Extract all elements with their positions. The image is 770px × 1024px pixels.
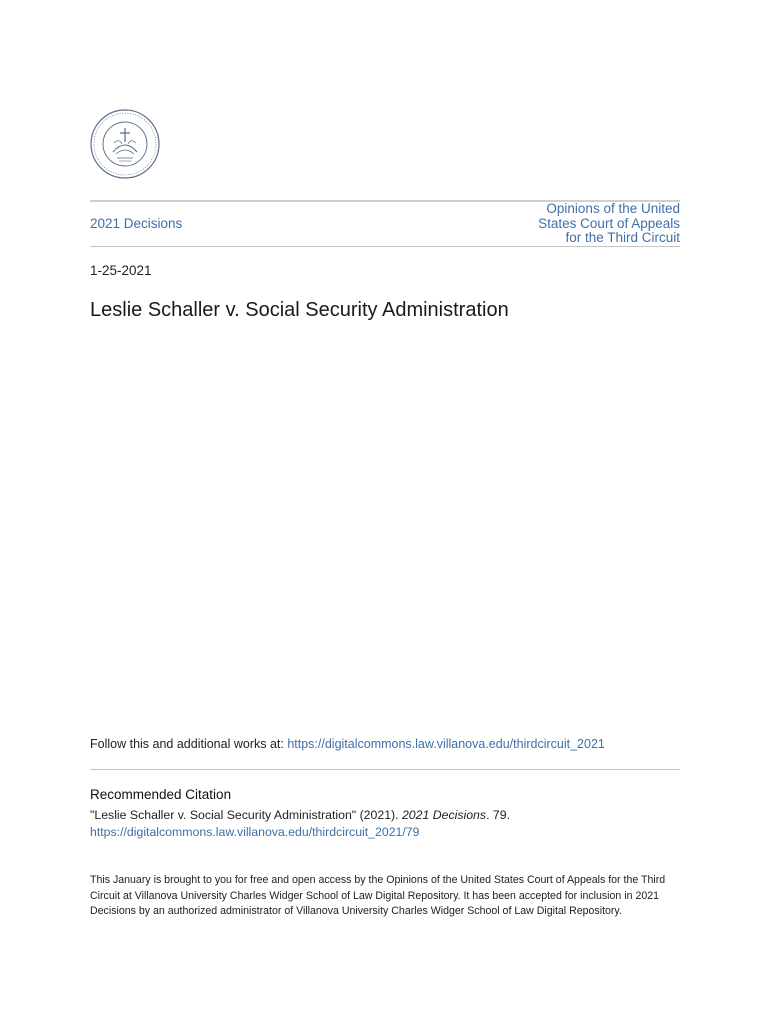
citation-text: "Leslie Schaller v. Social Security Administration" (2021). bbox=[90, 808, 402, 822]
collection-link[interactable]: 2021 Decisions bbox=[90, 216, 183, 231]
citation-heading: Recommended Citation bbox=[90, 787, 232, 802]
access-notice: This January is brought to you for free and open access by the Opinions of the United States Court of Appeals for the Third Circuit at Villanova University Charles Widger School of Law Digital Repository. It has been accepted for inclusion in 2021 Decisions by an authorized administrator of Villanova University Charles Widger School of Law Digital Repository. bbox=[90, 874, 666, 917]
series-link-line: States Court of Appeals bbox=[538, 215, 680, 231]
follow-label: Follow this and additional works at: bbox=[90, 737, 288, 751]
citation-url-link[interactable]: https://digitalcommons.law.villanova.edu/thirdcircuit_2021/79 bbox=[90, 824, 420, 839]
series-link-line: for the Third Circuit bbox=[565, 230, 680, 245]
series-link[interactable] bbox=[490, 202, 680, 246]
follow-line bbox=[90, 737, 605, 751]
document-title: Leslie Schaller v. Social Security Administration bbox=[90, 299, 509, 321]
citation-body bbox=[90, 807, 680, 840]
document-date: 1-25-2021 bbox=[90, 263, 152, 278]
follow-url-link[interactable]: https://digitalcommons.law.villanova.edu/thirdcircuit_2021 bbox=[287, 737, 605, 751]
citation-number: . 79. bbox=[486, 808, 510, 822]
university-seal-icon bbox=[89, 108, 161, 180]
citation-rule bbox=[90, 769, 680, 770]
citation-journal: 2021 Decisions bbox=[401, 808, 487, 822]
series-link-line: Opinions of the United bbox=[546, 201, 680, 216]
header-bottom-rule bbox=[90, 246, 680, 247]
